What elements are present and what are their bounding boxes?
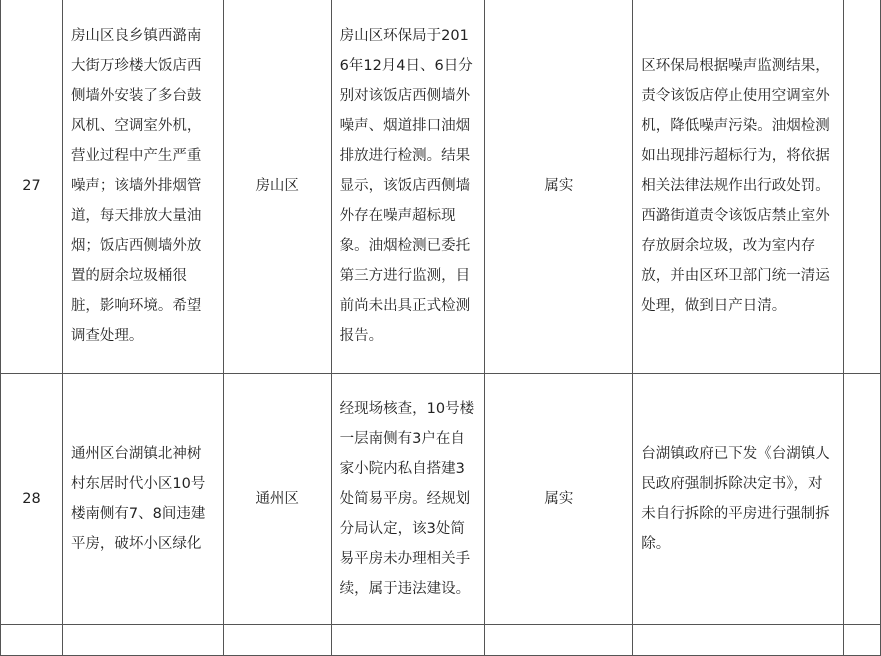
handling-text: 区环保局根据噪声监测结果，责令该饭店停止使用空调室外机，降低噪声污染。油烟检测如出现排污超标行为，将依据相关法律法规作出行政处罚。西潞街道责令该饭店禁止室外存放厨余垃圾，改为室内存放，并由区环卫部门统一清运处理，做到日产日清。 bbox=[641, 58, 830, 314]
district-cell: 房山区 bbox=[223, 0, 331, 374]
empty-cell bbox=[223, 625, 331, 656]
row-number: 27 bbox=[1, 0, 63, 374]
investigation-text: 经现场核查，10号楼一层南侧有3户在自家小院内私自搭建3处简易平房。经规划分局认定，该3处简易平房未办理相关手续，属于违法建设。 bbox=[339, 401, 475, 597]
empty-cell bbox=[1, 625, 63, 656]
empty-cell bbox=[331, 625, 485, 656]
complaint-cell bbox=[62, 374, 223, 625]
investigation-cell bbox=[331, 0, 485, 374]
handling-cell bbox=[633, 374, 844, 625]
verdict-cell: 属实 bbox=[485, 0, 633, 374]
empty-cell bbox=[633, 625, 844, 656]
complaint-text: 通州区台湖镇北神树村东居时代小区10号楼南侧有7、8间违建平房，破坏小区绿化 bbox=[70, 446, 206, 552]
investigation-cell bbox=[331, 374, 485, 625]
handling-text: 台湖镇政府已下发《台湖镇人民政府强制拆除决定书》，对未自行拆除的平房进行强制拆除。 bbox=[641, 446, 830, 552]
empty-cell bbox=[844, 0, 881, 374]
table-row bbox=[1, 0, 881, 374]
empty-cell bbox=[62, 625, 223, 656]
verdict-cell: 属实 bbox=[485, 374, 633, 625]
district-cell: 通州区 bbox=[223, 374, 331, 625]
table-row bbox=[1, 625, 881, 656]
empty-cell bbox=[844, 374, 881, 625]
complaint-cell bbox=[62, 0, 223, 374]
row-number: 28 bbox=[1, 374, 63, 625]
table-row bbox=[1, 374, 881, 625]
empty-cell bbox=[485, 625, 633, 656]
complaint-text: 房山区良乡镇西潞南大街万珍楼大饭店西侧墙外安装了多台鼓风机、空调室外机，营业过程中产生严重噪声；该墙外排烟管道，每天排放大量油烟；饭店西侧墙外放置的厨余垃圾桶很脏，影响环境。希望调查处理。 bbox=[70, 28, 202, 344]
handling-cell bbox=[633, 0, 844, 374]
investigation-text: 房山区环保局于2016年12月4日、6日分别对该饭店西侧墙外噪声、烟道排口油烟排放进行检测。结果显示，该饭店西侧墙外存在噪声超标现象。油烟检测已委托第三方进行监测，目前尚未出具正式检测报告。 bbox=[339, 28, 473, 344]
empty-cell bbox=[844, 625, 881, 656]
